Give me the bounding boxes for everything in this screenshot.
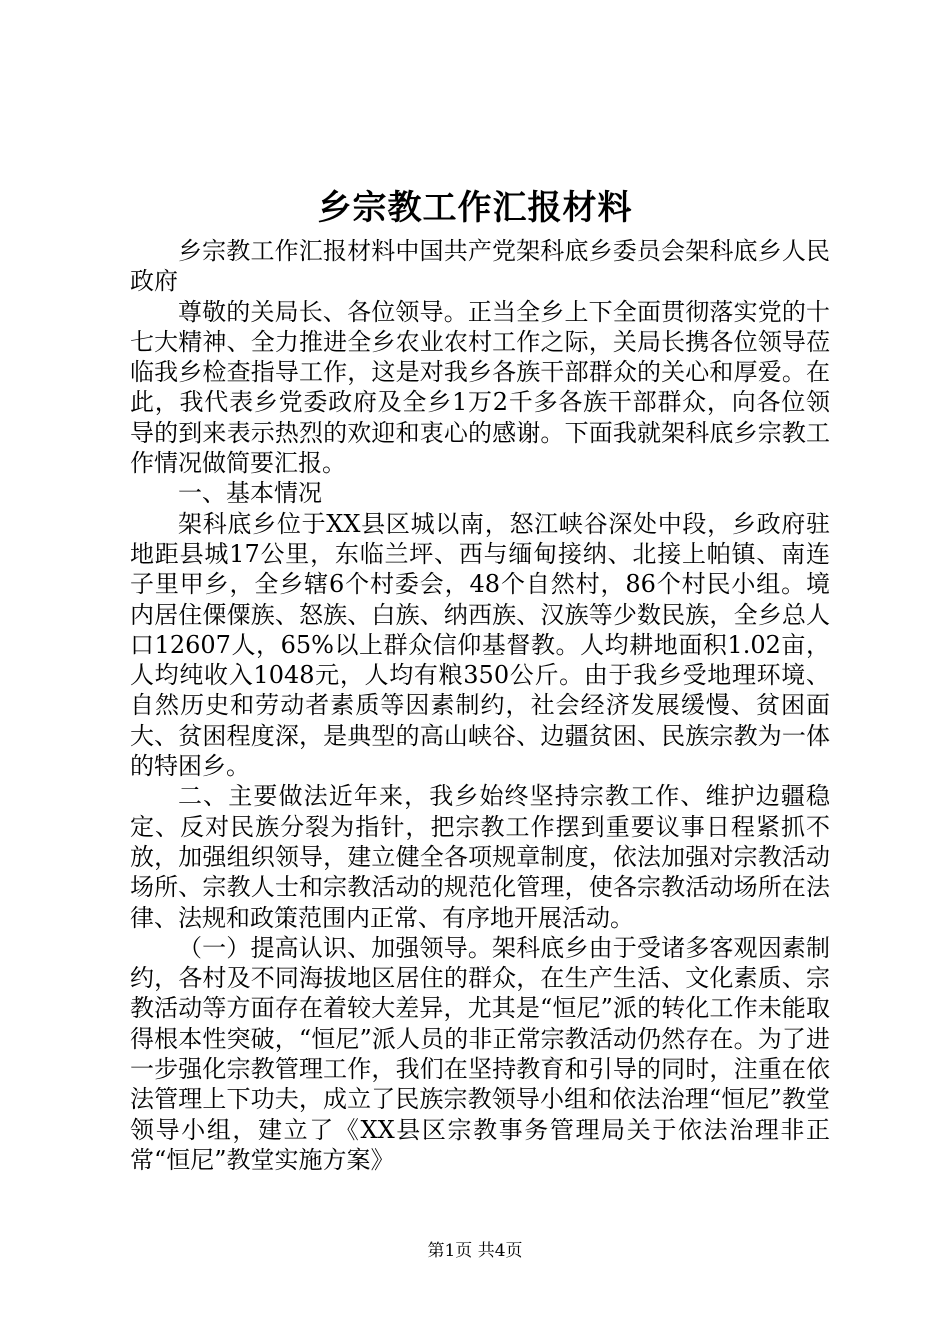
- paragraph-main-practices: 二、主要做法近年来，我乡始终坚持宗教工作、维护边疆稳定、反对民族分裂为指针，把宗教工作摆到重要议事日程紧抓不放，加强组织领导，建立健全各项规章制度，依法加强对宗教活动场所、宗教人士和宗教活动的规范化管理，使各宗教活动场所在法律、法规和政策范围内正常、有序地开展活动。: [130, 782, 830, 932]
- section-heading-basic-situation: 一、基本情况: [178, 479, 322, 508]
- paragraph-improve-awareness: （一）提高认识、加强领导。架科底乡由于受诸多客观因素制约，各村及不同海拔地区居住的群众，在生产生活、文化素质、宗教活动等方面存在着较大差异，尤其是“恒尼”派的转化工作未能取得根本性突破，“恒尼”派人员的非正常宗教活动仍然存在。为了进一步强化宗教管理工作，我们在坚持教育和引导的同时，注重在依法管理上下功夫，成立了民族宗教领导小组和依法治理“恒尼”教堂领导小组，建立了《XX县区宗教事务管理局关于依法治理非正常“恒尼”教堂实施方案》: [130, 933, 830, 1174]
- paragraph-greeting: 尊敬的关局长、各位领导。正当全乡上下全面贯彻落实党的十七大精神、全力推进全乡农业农村工作之际，关局长携各位领导莅临我乡检查指导工作，这是对我乡各族干部群众的关心和厚爱。在此，我代表乡党委政府及全乡1万2千多各族干部群众，向各位领导的到来表示热烈的欢迎和衷心的感谢。下面我就架科底乡宗教工作情况做简要汇报。: [130, 297, 830, 478]
- paragraph-header-line: 乡宗教工作汇报材料中国共产党架科底乡委员会架科底乡人民政府: [130, 237, 830, 296]
- paragraph-basic-situation: 架科底乡位于XX县区城以南，怒江峡谷深处中段，乡政府驻地距县城17公里，东临兰坪、西与缅甸接纳、北接上帕镇、南连子里甲乡，全乡辖6个村委会，48个自然村，86个村民小组。境内居住傈僳族、怒族、白族、纳西族、汉族等少数民族，全乡总人口12607人，65%以上群众信仰基督教。人均耕地面积1.02亩，人均纯收入1048元，人均有粮350公斤。由于我乡受地理环境、自然历史和劳动者素质等因素制约，社会经济发展缓慢、贫困面大、贫困程度深，是典型的高山峡谷、边疆贫困、民族宗教为一体的特困乡。: [130, 509, 830, 781]
- document-title: 乡宗教工作汇报材料: [317, 188, 633, 228]
- document-body: [130, 236, 830, 1175]
- page-number-footer: 第1页 共4页: [427, 1241, 523, 1261]
